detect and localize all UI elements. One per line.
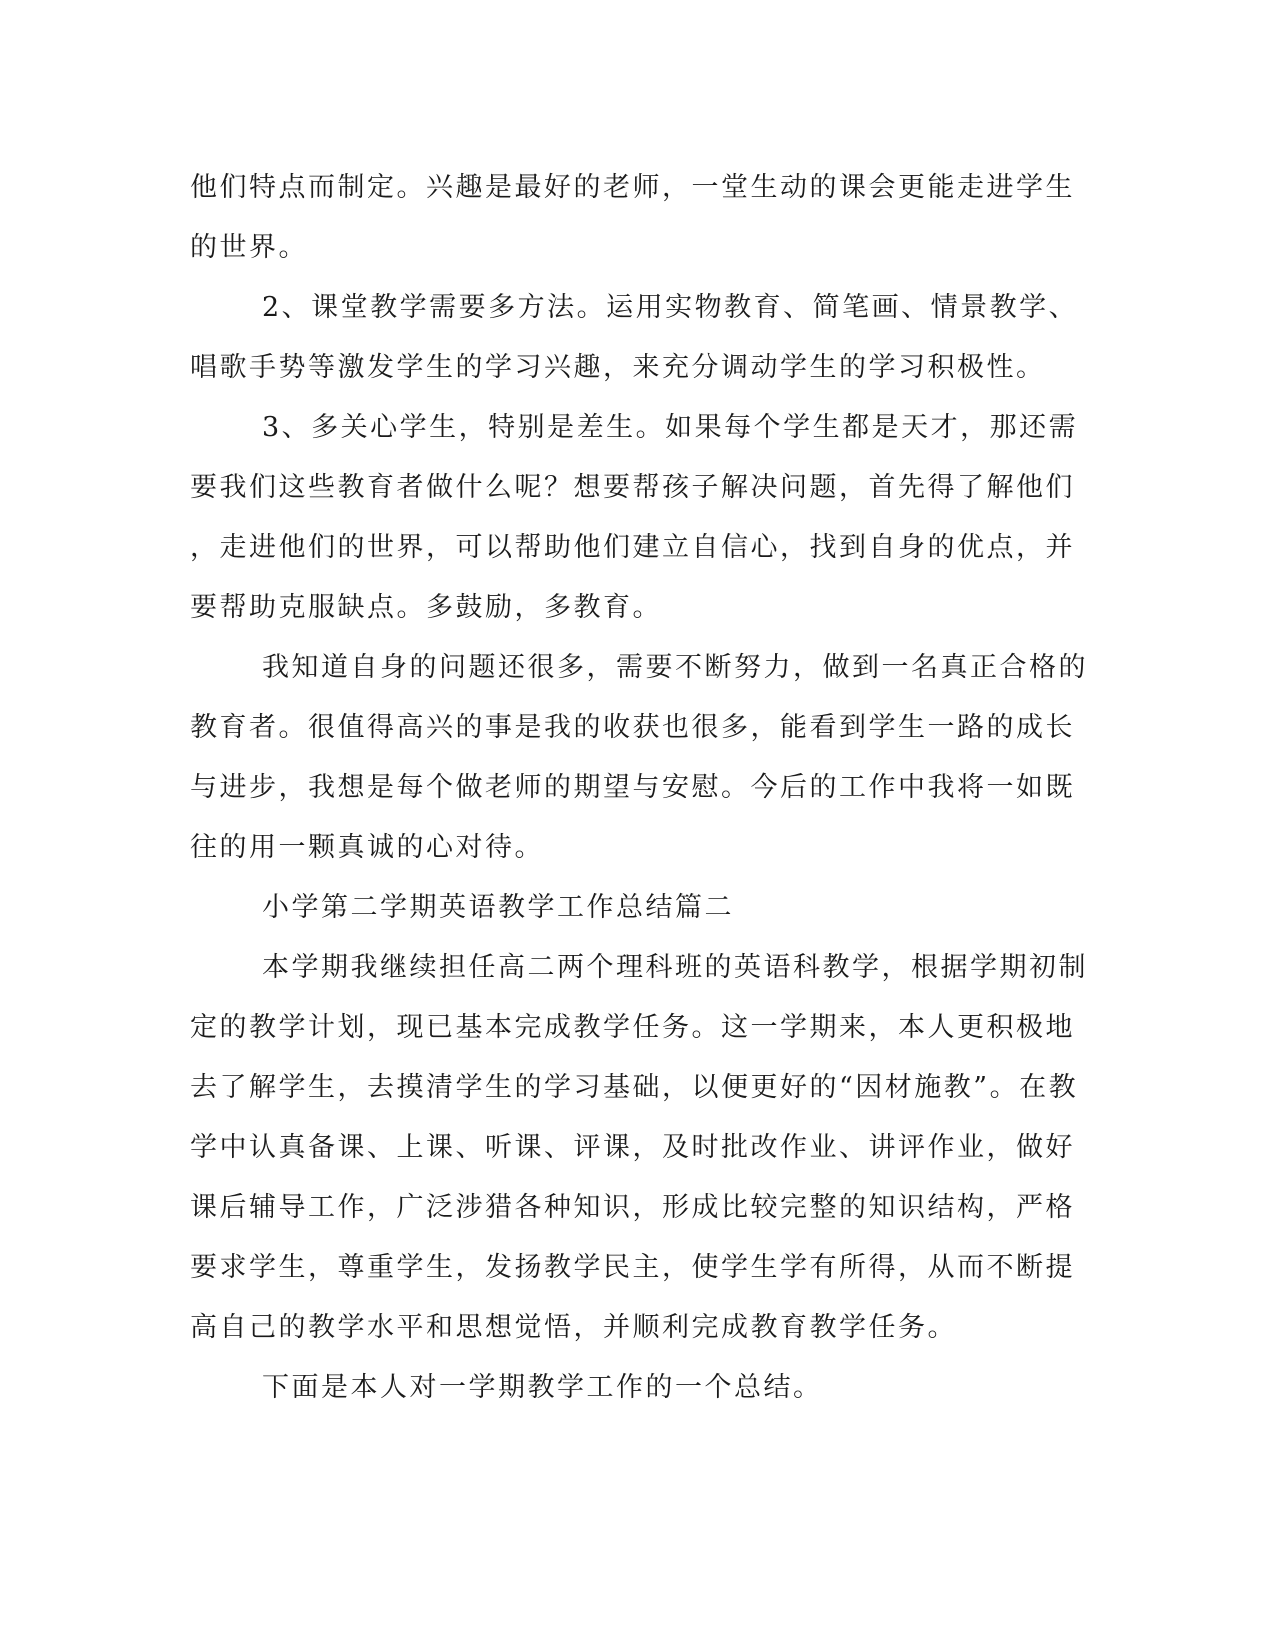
text-line: 往的用一颗真诚的心对待。: [190, 832, 544, 863]
section-heading: 小学第二学期英语教学工作总结篇二: [262, 892, 734, 923]
text-line: 教育者。很值得高兴的事是我的收获也很多，能看到学生一路的成长: [190, 712, 1075, 743]
paragraph-start-line: 下面是本人对一学期教学工作的一个总结。: [262, 1372, 823, 1403]
text-line: 要我们这些教育者做什么呢？想要帮孩子解决问题，首先得了解他们: [190, 472, 1075, 503]
text-line: 的世界。: [190, 232, 308, 263]
paragraph-start-line: 本学期我继续担任高二两个理科班的英语科教学，根据学期初制: [262, 952, 1088, 983]
text-line: 定的教学计划，现已基本完成教学任务。这一学期来，本人更积极地: [190, 1012, 1075, 1043]
text-line: 要求学生，尊重学生，发扬教学民主，使学生学有所得，从而不断提: [190, 1252, 1075, 1283]
text-line: ，走进他们的世界，可以帮助他们建立自信心，找到自身的优点，并: [190, 532, 1075, 563]
text-line: 学中认真备课、上课、听课、评课，及时批改作业、讲评作业，做好: [190, 1132, 1075, 1163]
text-line: 高自己的教学水平和思想觉悟，并顺利完成教育教学任务。: [190, 1312, 957, 1343]
text-line: 课后辅导工作，广泛涉猎各种知识，形成比较完整的知识结构，严格: [190, 1192, 1075, 1223]
text-line: 与进步，我想是每个做老师的期望与安慰。今后的工作中我将一如既: [190, 772, 1075, 803]
paragraph-start-line: 我知道自身的问题还很多，需要不断努力，做到一名真正合格的: [262, 652, 1088, 683]
text-line: 去了解学生，去摸清学生的学习基础，以便更好的“因材施教”。在教: [190, 1072, 1079, 1103]
text-line: 唱歌手势等激发学生的学习兴趣，来充分调动学生的学习积极性。: [190, 352, 1046, 383]
text-line: 他们特点而制定。兴趣是最好的老师，一堂生动的课会更能走进学生: [190, 172, 1075, 203]
paragraph-start-line: 2、课堂教学需要多方法。运用实物教育、简笔画、情景教学、: [262, 292, 1079, 323]
paragraph-start-line: 3、多关心学生，特别是差生。如果每个学生都是天才，那还需: [262, 412, 1079, 443]
text-line: 要帮助克服缺点。多鼓励，多教育。: [190, 592, 662, 623]
